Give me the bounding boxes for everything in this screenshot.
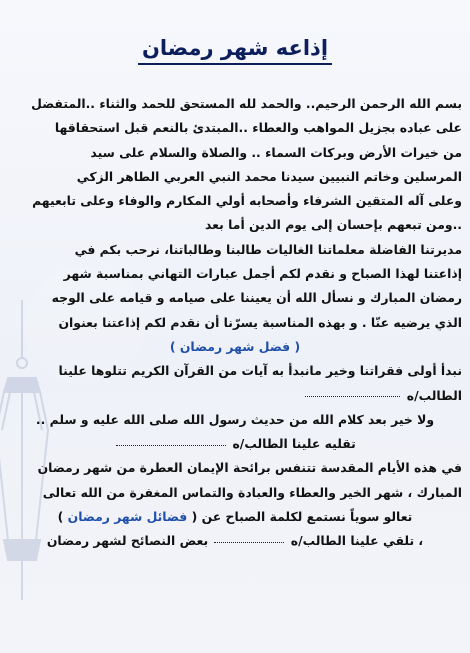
text-line: إذاعتنا لهذا الصباح و نقدم لكم أجمل عبارات التهاني بمناسبة شهر — [63, 266, 462, 282]
text-line: في هذه الأيام المقدسة تتنفس برائحة الإيمان العطرة من شهر رمضان — [37, 460, 462, 476]
text-line: بسم الله الرحمن الرحيم.. والحمد لله المستحق للحمد والثناء ..المتفضل — [31, 96, 462, 111]
morning-speech-line — [8, 505, 462, 529]
advice-text: بعض النصائح لشهر رمضان — [46, 533, 209, 549]
student-label: تقليه علينا الطالب/ه — [232, 436, 356, 452]
text-line: ..ومن تبعهم بإحسان إلى يوم الدين أما بعد — [205, 217, 462, 233]
student-label: ، تلقي علينا الطالب/ه — [290, 533, 424, 549]
text-line: مديرتنا الفاضلة معلماتنا الغاليات طالبنا وطالباتنا، نرحب بكم في — [74, 241, 462, 257]
advice-line — [8, 529, 462, 553]
hadith-reader-line — [8, 432, 462, 456]
speech-intro: تعالو سوياً نستمع لكلمة الصباح عن ( — [191, 509, 413, 525]
text-line: على عباده بجزيل المواهب والعطاء ..المبتدئ بالنعم قبل استحقاقها — [54, 120, 462, 136]
text-line: رمضان المبارك و نسأل الله أن يعيننا على صيامه و قيامه على الوجه — [51, 290, 462, 306]
speech-topic: فضائل شهر رمضان — [67, 509, 188, 525]
text-line: الذي يرضيه عنّا . و بهذه المناسبة يسرّنا أن نقدم لكم إذاعتنا بعنوان — [58, 314, 462, 330]
text-line: وعلى آله المتقين الشرفاء وأصحابه أولي المكارم والوفاء وعلى تابعيهم — [32, 193, 462, 209]
page-title: إذاعه شهر رمضان — [138, 36, 332, 65]
text-line: المبارك ، شهر الخير والعطاء والعبادة والتماس المغفرة من الله تعالى — [42, 484, 462, 500]
name-blank — [305, 395, 400, 397]
text-line: المرسلين وخاتم النبيين سيدنا محمد النبي العربي الطاهر الزكي — [76, 168, 462, 184]
student-label: الطالب/ه — [406, 387, 462, 403]
text-line: ولا خير بعد كلام الله من حديث رسول الله صلى الله عليه و سلم .. — [35, 411, 435, 427]
title-container — [0, 36, 470, 65]
text-line: من خيرات الأرض وبركات السماء .. والصلاة والسلام على سيد — [90, 144, 462, 160]
name-blank — [214, 541, 284, 543]
speech-close: ) — [57, 509, 64, 525]
quran-reader-line — [8, 384, 462, 408]
broadcast-theme-heading: ( فضل شهر رمضان ) — [169, 338, 301, 354]
broadcast-text — [8, 92, 462, 554]
text-line: نبدأ أولى فقراتنا وخير مانبدأ به آيات من القرآن الكريم تتلوها علينا — [58, 363, 462, 379]
name-blank — [116, 444, 226, 446]
